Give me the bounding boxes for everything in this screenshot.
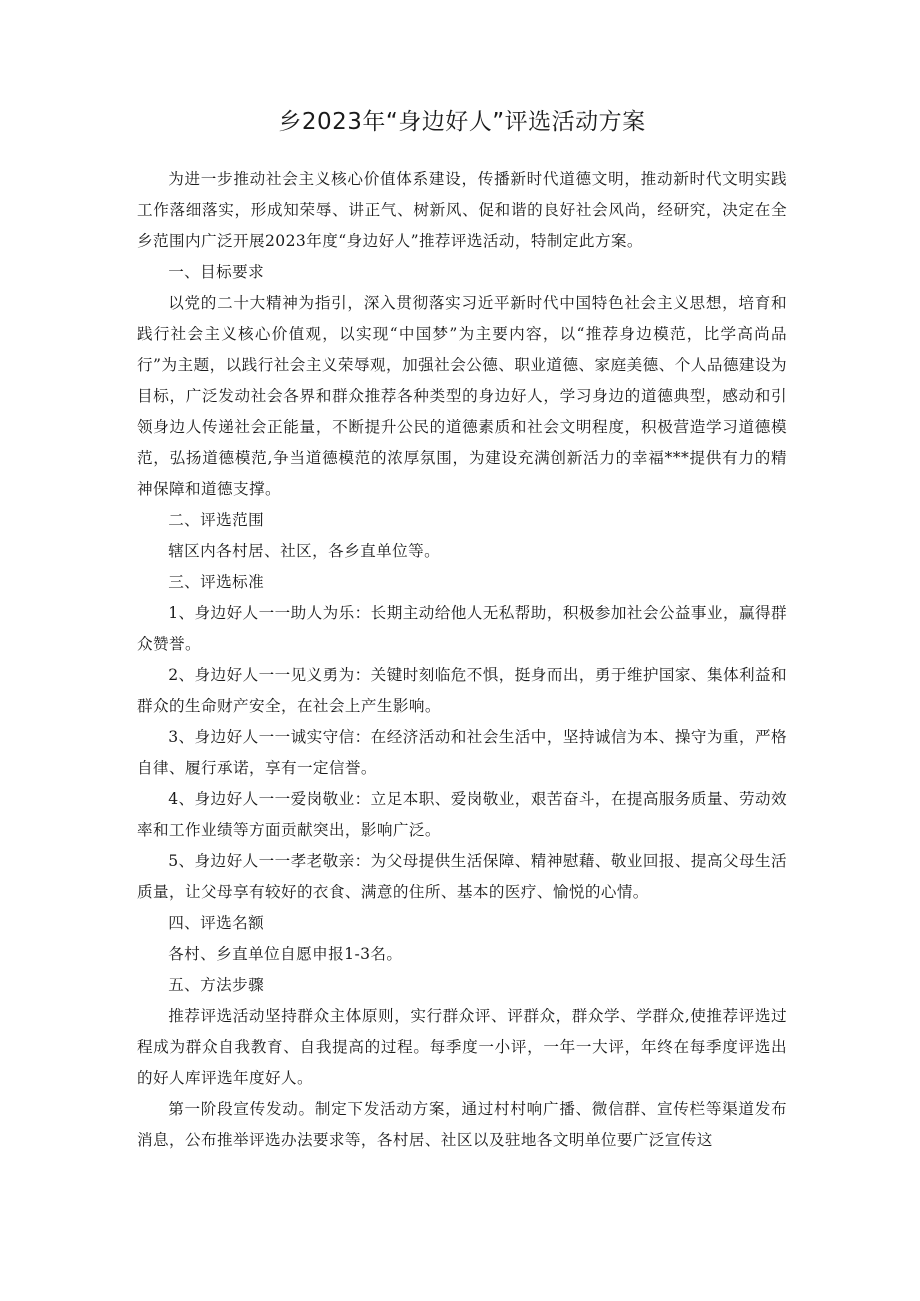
criteria-item: 3、身边好人一一诚实守信：在经济活动和社会生活中，坚持诚信为本、操守为重，严格自律、履行承诺，享有一定信誉。 xyxy=(137,728,787,777)
section-heading-goals: 一、目标要求 xyxy=(168,263,265,281)
criteria-item: 2、身边好人一一见义勇为：关键时刻临危不惧，挺身而出，勇于维护国家、集体利益和群众的生命财产安全，在社会上产生影响。 xyxy=(137,666,787,715)
scope-paragraph: 辖区内各村居、社区，各乡直单位等。 xyxy=(168,542,441,560)
intro-paragraph: 为进一步推动社会主义核心价值体系建设，传播新时代道德文明，推动新时代文明实践工作落细落实，形成知荣辱、讲正气、树新风、促和谐的良好社会风尚，经研究，决定在全乡范围内广泛开展2023年度“身边好人”推荐评选活动，特制定此方案。 xyxy=(137,170,787,250)
section-heading-steps: 五、方法步骤 xyxy=(168,976,265,994)
quota-paragraph: 各村、乡直单位自愿申报1-3名。 xyxy=(168,945,403,963)
document-body xyxy=(137,164,787,1156)
steps-paragraph: 推荐评选活动坚持群众主体原则，实行群众评、评群众，群众学、学群众,使推荐评选过程成为群众自我教育、自我提高的过程。每季度一小评，一年一大评，年终在每季度评选出的好人库评选年度好人。 xyxy=(137,1007,787,1087)
section-heading-quota: 四、评选名额 xyxy=(168,914,265,932)
document-page xyxy=(137,102,787,1156)
steps-phase-one-paragraph: 第一阶段宣传发动。制定下发活动方案，通过村村响广播、微信群、宣传栏等渠道发布消息，公布推举评选办法要求等，各村居、社区以及驻地各文明单位要广泛宣传这 xyxy=(137,1100,787,1149)
criteria-item: 4、身边好人一一爱岗敬业：立足本职、爱岗敬业，艰苦奋斗，在提高服务质量、劳动效率和工作业绩等方面贡献突出，影响广泛。 xyxy=(137,790,787,839)
criteria-item: 1、身边好人一一助人为乐：长期主动给他人无私帮助，积极参加社会公益事业，赢得群众赞誉。 xyxy=(137,604,787,653)
section-heading-scope: 二、评选范围 xyxy=(168,511,265,529)
section-heading-criteria: 三、评选标准 xyxy=(168,573,265,591)
goals-paragraph: 以党的二十大精神为指引，深入贯彻落实习近平新时代中国特色社会主义思想，培育和践行社会主义核心价值观，以实现“中国梦”为主要内容，以“推荐身边模范，比学高尚品行”为主题，以践行社会主义荣辱观，加强社会公德、职业道德、家庭美德、个人品德建设为目标，广泛发动社会各界和群众推荐各种类型的身边好人，学习身边的道德典型，感动和引领身边人传递社会正能量，不断提升公民的道德素质和社会文明程度，积极营造学习道德模范，弘扬道德模范,争当道德模范的浓厚氛围，为建设充满创新活力的幸福***提供有力的精神保障和道德支撑。 xyxy=(137,294,787,498)
document-title: 乡2023年“身边好人”评选活动方案 xyxy=(278,109,646,135)
criteria-item: 5、身边好人一一孝老敬亲：为父母提供生活保障、精神慰藉、敬业回报、提高父母生活质量，让父母享有较好的衣食、满意的住所、基本的医疗、愉悦的心情。 xyxy=(137,852,787,901)
